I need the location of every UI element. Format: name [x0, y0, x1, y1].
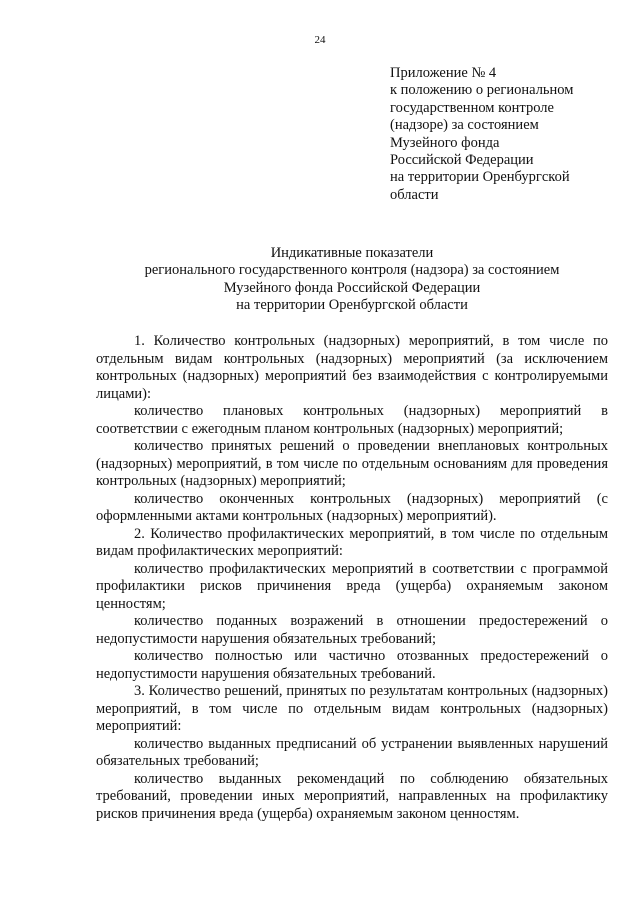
paragraph-item-3: 3. Количество решений, принятых по результатам контрольных (надзорных) мероприятий, в том числе по отдельным видам контрольных (надзорных) мероприятий: [96, 683, 608, 734]
paragraph-subitem: количество профилактических мероприятий в соответствии с программой профилактики рисков причинения вреда (ущерба) охраняемым законом ценностям; [96, 560, 608, 612]
title-line: регионального государственного контроля (надзора) за состоянием [144, 262, 560, 279]
paragraph-subitem: количество полностью или частично отозванных предостережений о недопустимости нарушения обязательных требований. [96, 648, 608, 682]
page-number: 24 [314, 34, 326, 46]
paragraph-subitem: количество выданных предписаний об устранении выявленных нарушений обязательных требований; [96, 735, 608, 769]
appendix-line: на территории Оренбургской [390, 169, 570, 186]
document-title [96, 245, 608, 315]
paragraph-subitem: количество выданных рекомендаций по соблюдению обязательных требований, проведении иных мероприятий, направленных на профилактику рисков причинения вреда (ущерба) охраняемым законом ценностям. [96, 770, 608, 822]
appendix-line: государственном контроле [390, 99, 554, 116]
appendix-line: к положению о региональном [390, 82, 574, 99]
title-line: на территории Оренбургской области [236, 297, 468, 314]
appendix-line: области [390, 186, 439, 203]
title-line: Индикативные показатели [270, 245, 434, 261]
paragraph-subitem: количество плановых контрольных (надзорных) мероприятий в соответствии с ежегодным планом контрольных (надзорных) мероприятий; [96, 403, 608, 437]
appendix-header [390, 65, 620, 204]
paragraph-subitem: количество поданных возражений в отношении предостережений о недопустимости нарушения обязательных требований; [96, 613, 608, 647]
paragraph-item-1: 1. Количество контрольных (надзорных) мероприятий, в том числе по отдельным видам контрольных (надзорных) мероприятий (за исключением контрольных (надзорных) мероприятий без взаимодействия с контролируемыми лицами): [96, 333, 608, 402]
paragraph-subitem: количество принятых решений о проведении внеплановых контрольных (надзорных) мероприятий, в том числе по отдельным основаниям для проведения контрольных (надзорных) мероприятий; [96, 438, 608, 489]
appendix-line: Музейного фонда [390, 134, 500, 151]
appendix-line: Российской Федерации [390, 152, 534, 169]
appendix-line: Приложение № 4 [390, 65, 497, 81]
paragraph-subitem: количество оконченных контрольных (надзорных) мероприятий (с оформленными актами контрольных (надзорных) мероприятий). [96, 490, 608, 524]
document-body [96, 333, 608, 823]
paragraph-item-2: 2. Количество профилактических мероприятий, в том числе по отдельным видам профилактических мероприятий: [96, 525, 608, 559]
title-line: Музейного фонда Российской Федерации [223, 279, 481, 296]
appendix-line: (надзоре) за состоянием [390, 117, 539, 134]
